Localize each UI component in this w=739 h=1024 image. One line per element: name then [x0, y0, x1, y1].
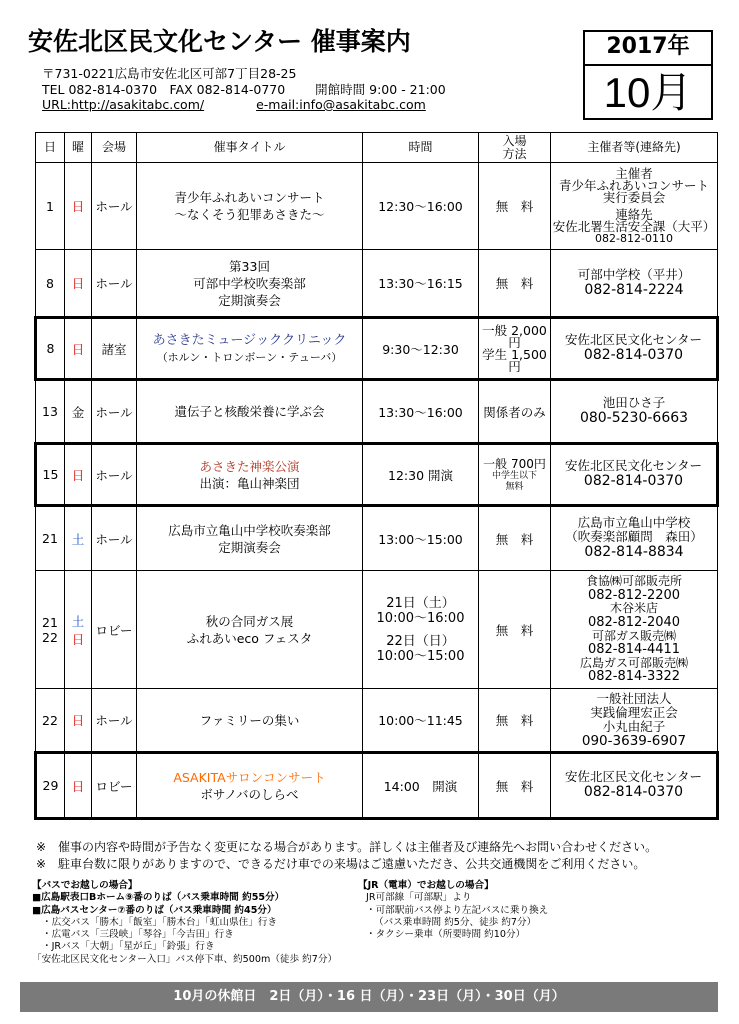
- event-day: 1: [36, 163, 65, 250]
- event-weekday: 日: [65, 753, 92, 819]
- table-row: [36, 163, 718, 250]
- event-organizer: 一般社団法人 実践倫理宏正会 小丸由紀子 090-3639-6907: [551, 689, 718, 753]
- event-day: 29: [36, 753, 65, 819]
- event-venue: ロビー: [92, 753, 137, 819]
- event-time: 12:30〜16:00: [363, 163, 479, 250]
- event-venue: ロビー: [92, 571, 137, 689]
- event-organizer: 池田ひさ子 080-5230-6663: [551, 380, 718, 444]
- event-organizer: 安佐北区民文化センター 082-814-0370: [551, 444, 718, 506]
- event-title: あさきたミュージッククリニック （ホルン・トロンボーン・テューバ）: [137, 318, 363, 380]
- access-rail-line: ・可部駅前バス停より左記バスに乗り換え: [366, 904, 549, 916]
- event-venue: ホール: [92, 689, 137, 753]
- event-admission: 一般 700円 中学生以下 無料: [479, 444, 551, 506]
- event-venue: 諸室: [92, 318, 137, 380]
- event-title: 遺伝子と核酸栄養に学ぶ会: [137, 380, 363, 444]
- event-venue: ホール: [92, 250, 137, 318]
- event-time: 13:30〜16:15: [363, 250, 479, 318]
- table-row: [36, 571, 718, 689]
- event-weekday: 日: [65, 250, 92, 318]
- access-bus-line: ・JRバス「大朝」「星が丘」「鈴張」行き: [42, 941, 215, 953]
- month-label: 10月: [603, 69, 693, 116]
- col-title: 催事タイトル: [137, 133, 363, 163]
- event-admission: 関係者のみ: [479, 380, 551, 444]
- event-time: 10:00〜11:45: [363, 689, 479, 753]
- table-header-row: [36, 133, 718, 163]
- access-bus: [32, 880, 337, 966]
- table-row: [36, 689, 718, 753]
- note-schedule-change: ※ 催事の内容や時間が予告なく変更になる場合があります。詳しくは主催者及び連絡先へお問い合わせください。: [36, 840, 658, 854]
- event-title: 第33回 可部中学校吹奏楽部 定期演奏会: [137, 250, 363, 318]
- event-weekday: 金: [65, 380, 92, 444]
- closed-days-banner: 10月の休館日 2日（月）・16 日（月）・23日（月）・30日（月）: [20, 982, 718, 1012]
- col-admission: 入場 方法: [479, 133, 551, 163]
- event-venue: ホール: [92, 380, 137, 444]
- table-row: [36, 753, 718, 819]
- access-rail-line: ・タクシー乗車（所要時間 約10分）: [366, 929, 526, 941]
- table-row: [36, 250, 718, 318]
- access-rail-line: （バス乗車時間 約5分、徒歩 約7分）: [374, 916, 537, 928]
- web-line: [42, 97, 426, 112]
- event-weekday: 日: [65, 318, 92, 380]
- event-admission: 一般 2,000円 学生 1,500円: [479, 318, 551, 380]
- table-row: [36, 380, 718, 444]
- year-label: 2017年: [585, 32, 711, 66]
- event-organizer: 食協㈱可部販売所 082-812-2200 木谷米店 082-812-2040 可部ガス販売㈱ 082-814-4411 広島ガス可部販売㈱ 082-814-3322: [551, 571, 718, 689]
- event-admission: 無 料: [479, 571, 551, 689]
- event-weekday: 土 日: [65, 571, 92, 689]
- event-time: 13:00〜15:00: [363, 506, 479, 571]
- event-time: 14:00 開演: [363, 753, 479, 819]
- event-organizer: 安佐北区民文化センター 082-814-0370: [551, 753, 718, 819]
- event-time: 13:30〜16:00: [363, 380, 479, 444]
- event-day: 13: [36, 380, 65, 444]
- event-title: ファミリーの集い: [137, 689, 363, 753]
- event-time: 21日（土） 10:00〜16:00 22日（日） 10:00〜15:00: [363, 571, 479, 689]
- col-time: 時間: [363, 133, 479, 163]
- date-box: [583, 30, 713, 120]
- access-bus-line: ■広島駅表口Bホーム⑨番のりば（バス乗車時間 約55分）: [32, 892, 285, 904]
- access-bus-heading: 【バスでお越しの場合】: [32, 880, 138, 891]
- event-admission: 無 料: [479, 753, 551, 819]
- event-admission: 無 料: [479, 163, 551, 250]
- table-row: [36, 318, 718, 380]
- event-venue: ホール: [92, 506, 137, 571]
- event-venue: ホール: [92, 444, 137, 506]
- col-day: 日: [36, 133, 65, 163]
- phone-line: [42, 82, 446, 97]
- event-admission: 無 料: [479, 689, 551, 753]
- access-bus-stop: 「安佐北区民文化センター入口」バス停下車、約500m（徒歩 約7分）: [32, 953, 338, 965]
- page-title: 安佐北区民文化センター 催事案内: [28, 27, 411, 56]
- event-organizer: 主催者 青少年ふれあいコンサート 実行委員会 連絡先 安佐北署生活安全課（大平） 082-812-0110: [551, 163, 718, 250]
- access-bus-line: ・広電バス「三段峡」「琴谷」「今吉田」行き: [42, 929, 234, 941]
- access-bus-line: ■広島バスセンター⑦番のりば（バス乗車時間 約45分）: [32, 904, 277, 916]
- event-weekday: 日: [65, 689, 92, 753]
- event-organizer: 安佐北区民文化センター 082-814-0370: [551, 318, 718, 380]
- event-day: 8: [36, 318, 65, 380]
- postal-address: 〒731-0221広島市安佐北区可部7丁目28-25: [42, 66, 297, 81]
- event-title: 秋の合同ガス展 ふれあいeco フェスタ: [137, 571, 363, 689]
- email-link[interactable]: e-mail:info@asakitabc.com: [256, 97, 426, 112]
- event-title: ASAKITAサロンコンサート ボサノバのしらべ: [137, 753, 363, 819]
- website-link[interactable]: URL:http://asakitabc.com/: [42, 97, 205, 112]
- event-venue: ホール: [92, 163, 137, 250]
- event-time: 12:30 開演: [363, 444, 479, 506]
- note-parking: ※ 駐車台数に限りがありますので、できるだけ車での来場はご遠慮いただき、公共交通機関をご利用ください。: [36, 857, 646, 871]
- event-admission: 無 料: [479, 506, 551, 571]
- opening-hours: 開館時間 9:00 - 21:00: [315, 82, 446, 97]
- col-venue: 会場: [92, 133, 137, 163]
- access-rail-heading: 【JR（電車）でお越しの場合】: [358, 880, 494, 891]
- col-organizer: 主催者等(連絡先): [551, 133, 718, 163]
- event-table: [34, 132, 719, 820]
- event-weekday: 日: [65, 444, 92, 506]
- table-row: [36, 444, 718, 506]
- event-organizer: 広島市立亀山中学校 （吹奏楽部顧問 森田） 082-814-8834: [551, 506, 718, 571]
- event-day: 21: [36, 506, 65, 571]
- event-day: 21 22: [36, 571, 65, 689]
- event-time: 9:30〜12:30: [363, 318, 479, 380]
- event-title: 広島市立亀山中学校吹奏楽部 定期演奏会: [137, 506, 363, 571]
- event-weekday: 日: [65, 163, 92, 250]
- table-row: [36, 506, 718, 571]
- access-rail-line: JR可部線「可部駅」より: [366, 892, 472, 904]
- access-rail: [358, 880, 548, 941]
- event-day: 22: [36, 689, 65, 753]
- event-title: 青少年ふれあいコンサート 〜なくそう犯罪あさきた〜: [137, 163, 363, 250]
- tel-fax: TEL 082-814-0370 FAX 082-814-0770: [42, 82, 286, 97]
- col-weekday: 曜: [65, 133, 92, 163]
- event-title: あさきた神楽公演 出演：亀山神楽団: [137, 444, 363, 506]
- event-admission: 無 料: [479, 250, 551, 318]
- event-weekday: 土: [65, 506, 92, 571]
- event-organizer: 可部中学校（平井） 082-814-2224: [551, 250, 718, 318]
- access-bus-line: ・広交バス「勝木」「飯室」「勝木台」「虹山県住」行き: [42, 916, 278, 928]
- event-day: 8: [36, 250, 65, 318]
- event-day: 15: [36, 444, 65, 506]
